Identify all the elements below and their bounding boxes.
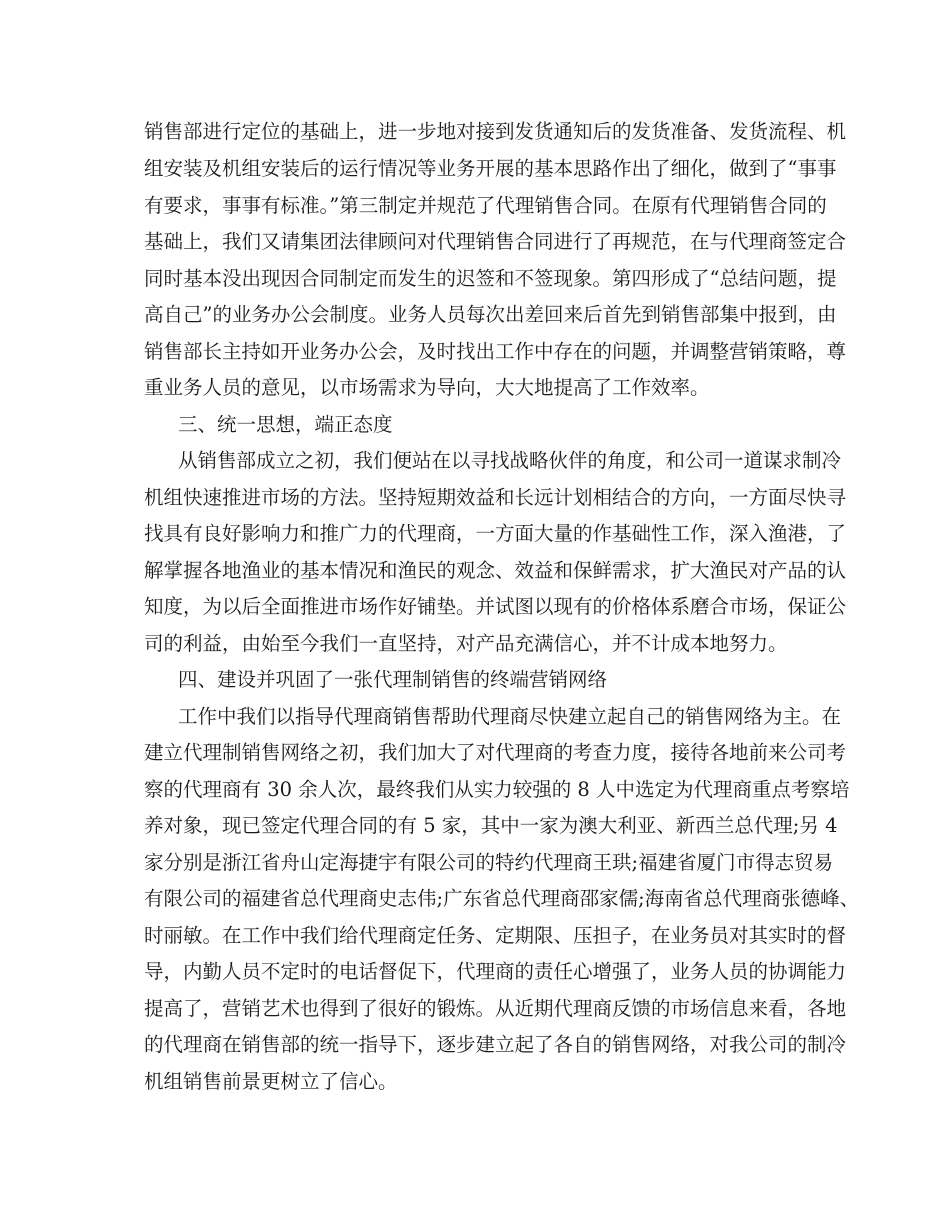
body-text-line: 同时基本没出现因合同制定而发生的迟签和不签现象。第四形成了“总结问题，提 — [144, 267, 837, 290]
body-text-line: 时丽敏。在工作中我们给代理商定任务、定期限、压担子，在业务员对其实时的督 — [144, 924, 847, 947]
body-text-line: 机组快速推进市场的方法。坚持短期效益和长远计划相结合的方向，一方面尽快寻 — [144, 486, 847, 509]
body-text-line: 提高了，营销艺术也得到了很好的锻炼。从近期代理商反馈的市场信息来看，各地 — [144, 997, 847, 1020]
body-text-line: 有要求，事事有标准。”第三制定并规范了代理销售合同。在原有代理销售合同的 — [144, 194, 827, 217]
body-text-line: 组安装及机组安装后的运行情况等业务开展的基本思路作出了细化，做到了“事事 — [144, 157, 837, 180]
body-text-line: 有限公司的福建省总代理商史志伟;广东省总代理商邵家儒;海南省总代理商张德峰、 — [144, 887, 860, 910]
body-text-line: 基础上，我们又请集团法律顾问对代理销售合同进行了再规范，在与代理商签定合 — [144, 230, 847, 253]
body-text-line: 察的代理商有 30 余人次，最终我们从实力较强的 8 人中选定为代理商重点考察培 — [144, 778, 850, 801]
section-heading: 三、统一思想，端正态度 — [178, 413, 393, 436]
body-text-line: 解掌握各地渔业的基本情况和渔民的观念、效益和保鲜需求，扩大渔民对产品的认 — [144, 559, 847, 582]
body-text-line: 导，内勤人员不定时的电话督促下，代理商的责任心增强了，业务人员的协调能力 — [144, 960, 847, 983]
body-text-line: 机组销售前景更树立了信心。 — [144, 1070, 398, 1093]
body-text-line: 销售部进行定位的基础上，进一步地对接到发货通知后的发货准备、发货流程、机 — [144, 120, 847, 143]
body-text-line: 销售部长主持如开业务办公会，及时找出工作中存在的问题，并调整营销策略，尊 — [144, 340, 847, 363]
body-text-line: 重业务人员的意见，以市场需求为导向，大大地提高了工作效率。 — [144, 376, 710, 399]
body-text-line: 建立代理制销售网络之初，我们加大了对代理商的考查力度，接待各地前来公司考 — [144, 741, 847, 764]
body-text-line: 找具有良好影响力和推广力的代理商，一方面大量的作基础性工作，深入渔港，了 — [144, 522, 847, 545]
body-text-line: 司的利益，由始至今我们一直坚持，对产品充满信心，并不计成本地努力。 — [144, 632, 788, 655]
body-text-line: 的代理商在销售部的统一指导下，逐步建立起了各自的销售网络，对我公司的制冷 — [144, 1033, 847, 1056]
body-text-line: 养对象，现已签定代理合同的有 5 家，其中一家为澳大利亚、新西兰总代理;另 4 — [144, 814, 838, 837]
body-text-line: 高自己”的业务办公会制度。业务人员每次出差回来后首先到销售部集中报到，由 — [144, 303, 837, 326]
section-heading: 四、建设并巩固了一张代理制销售的终端营销网络 — [178, 668, 608, 691]
body-text-line: 从销售部成立之初，我们便站在以寻找战略伙伴的角度，和公司一道谋求制冷 — [178, 449, 842, 472]
body-text-line: 工作中我们以指导代理商销售帮助代理商尽快建立起自己的销售网络为主。在 — [178, 705, 842, 728]
body-text-line: 家分别是浙江省舟山定海捷宇有限公司的特约代理商王珙;福建省厦门市得志贸易 — [144, 851, 834, 874]
body-text-line: 知度，为以后全面推进市场作好铺垫。并试图以现有的价格体系磨合市场，保证公 — [144, 595, 847, 618]
